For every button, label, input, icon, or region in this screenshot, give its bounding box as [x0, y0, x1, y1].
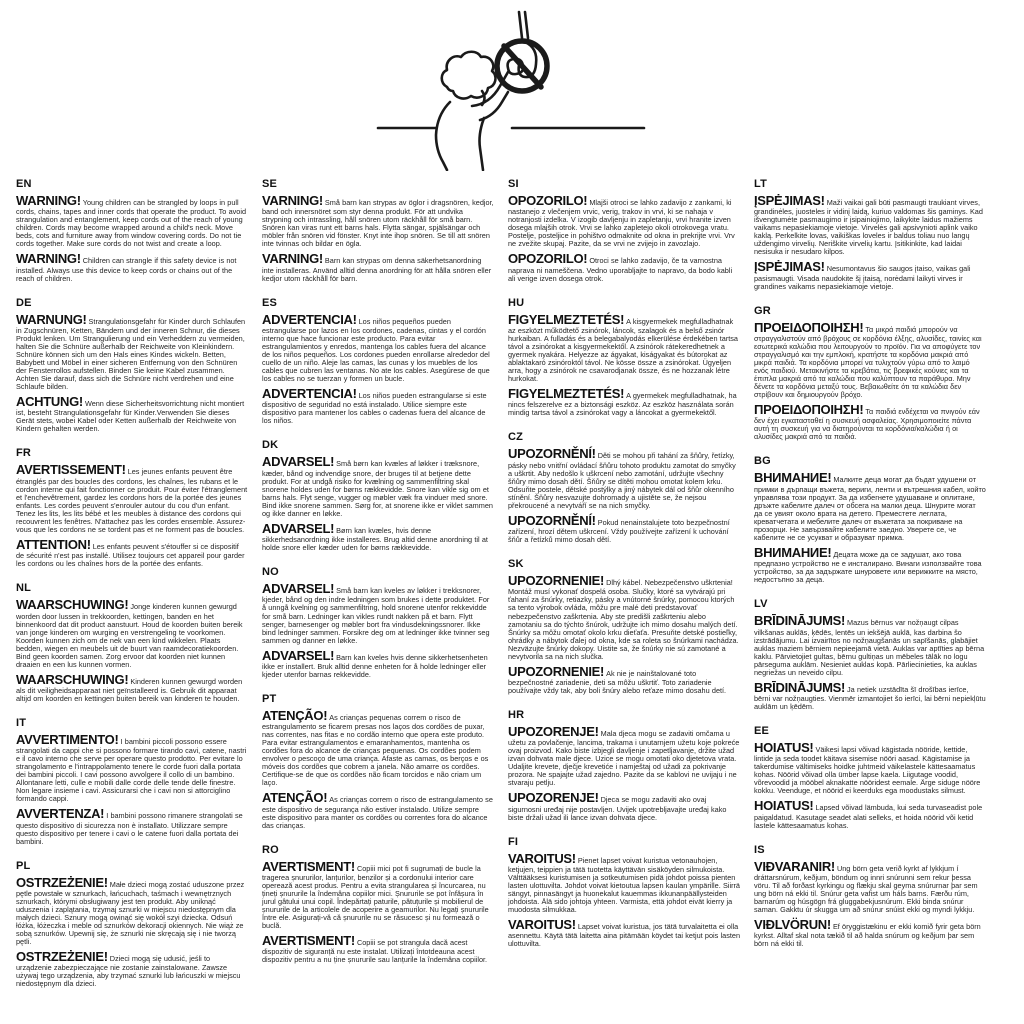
language-section — [262, 295, 494, 430]
language-section — [262, 842, 494, 969]
warning-heading: ĮSPĖJIMAS! — [754, 259, 825, 275]
warning-paragraph — [754, 741, 986, 795]
warning-body: Väikesi lapsi võivad kägistada nööride, kettide, lintide ja seda toodet käitava sisemise nööri aasad. Kägistamise ja takerdumise vältimiseks hoidke juhtmeid väikelastele kättesaamatus kohas. Nöörid võivad olla ümber lapse kaela. Liigutage voodid, võrevoodid ja mööbel aknakatte nööridest eemale. Ärge siduge nööre kokku. Veenduge, et nöörid ei keerduks ega moodustaks silmust. — [754, 744, 981, 796]
section-paragraphs — [16, 876, 248, 989]
warning-paragraph — [16, 950, 248, 988]
section-paragraphs — [262, 194, 494, 283]
language-section — [262, 437, 494, 556]
language-code: BG — [754, 455, 771, 468]
warning-body: Jonge kinderen kunnen gewurgd worden door lussen in trekkoorden, kettingen, banden en het binnenkoord dat dit product aanstuurt. Houd de koorden buiten bereik van jonge kinderen om wurging en verstrengeling te voorkomen. Koorden kunnen zich om de nek van een kind wikkelen. Plaats bedden, wiegen en meubels uit de buurt van raamdecoratiekoorden. Bind geen koorden samen. Zorg ervoor dat koorden niet kunnen draaien en een lus kunnen vormen. — [16, 602, 243, 669]
warning-body: A gyermekek megfulladhatnak, ha nincs felszerelve ez a biztonsági eszköz. Az eszköz használata során mindig tartsa távol a zsinórokat vagy a láncokat a gyermekektől. — [508, 391, 737, 418]
warning-heading: ΠΡΟΕΙΔΟΠΟΙΗΣΗ! — [754, 402, 864, 418]
warning-body: Малките деца могат да бъдат удушени от примки в дърпащи въжета, вериги, ленти и вътрешния кабел, който управлява този продукт. За да избегнете удушаване и оплитане, дръжте кабелите далеч от обсега на малки деца. Шнурите могат да се увият около врата на детето. Преместете леглата, креватчетата и мебелите далеч от въжетата за покриване на прозорци. Не завързвайте кабелите заедно. Уверете се, че кабелите не се усукват и образуват примка. — [754, 475, 986, 542]
warning-heading: BRĪDINĀJUMS! — [754, 613, 846, 629]
warning-body: Małe dzieci mogą zostać uduszone przez pętle powstałe w sznurkach, łańcuchach, taśmach i wewnętrznych sznurkach, którymi obsługiwany jest ten produkt. Aby uniknąć uduszenia i zaplątania, trzymaj sznurki w miejscu niedostępnym dla małych dzieci. Sznury mogą owinąć się wokół szyi dziecka. Odsuń łóżka, łóżeczka i meble od sznurków dekoracji okiennych. Nie wiąż ze sobą sznurków. Upewnij się, że sznurki nie skręcają się i nie tworzą pętli. — [16, 879, 245, 947]
language-column — [262, 176, 494, 1000]
language-code: NO — [262, 566, 279, 579]
warning-body: Ung börn geta verið kyrkt af lykkjum í dráttarsnúrum, keðjum, böndum og innri snúrunni sem rekur þessa vöru. Til að forðast kyrkingu og flækju skal geyma snúrurnar þar sem ung börn ná ekki til. Snúrur geta vafist um háls barns. Færðu rúm, barnarúm og húsgögn frá gluggabekjusnúrum. Ekki binda snúrur saman. Gakktu úr skugga um að snúrur snúist ekki og myndi lykkju. — [754, 863, 978, 915]
warning-paragraph — [508, 852, 740, 914]
warning-paragraph — [262, 194, 494, 248]
warning-heading: VAROITUS! — [508, 850, 576, 866]
language-section — [16, 858, 248, 993]
warning-heading: AVVERTIMENTO! — [16, 731, 119, 747]
warning-heading: ATENÇÃO! — [262, 790, 328, 806]
warning-paragraph — [754, 403, 986, 441]
warning-heading: UPOZORNĚNÍ! — [508, 446, 596, 462]
warning-body: As crianças pequenas correm o risco de estrangulamento se ficarem presas nos laços dos cordões de puxar, nas correntes, nas fitas e no cordão interno que opera este produto. Para evitar estrangulamentos e emaranhamentos, mantenha os cordões fora do alcance de crianças pequenas. Os cordões podem envolver o pescoço de uma criança. Afaste as camas, os berços e os móveis dos cordões que cobrem a janela. Não amarre os cordões. Certifique-se de que os cordões não ficam torcidos e não criam um laço. — [262, 712, 489, 788]
warning-paragraph — [16, 876, 248, 946]
language-code: GR — [754, 304, 771, 317]
warning-body: Los niños pequeños pueden estrangularse por lazos en los cordones, cadenas, cintas y el cordón interno que hace funcionar este producto. Para evitar estrangulamientos y enredos, mantenga los cables fuera del alcance de los niños pequeños. Los cordones pueden enrollarse alrededor del cuello de un niño. Aleje las camas, las cunas y los muebles de los cables que cubren las ventanas. No ate los cables. Asegúrese de que los cables no se tuerzan y formen un bucle. — [262, 316, 490, 384]
warning-body: Lapsed võivad lämbuda, kui seda turvaseadist pole paigaldatud. Kasutage seadet alati selleks, et hoida nöörid või ketid lastele kättesaamatus kohas. — [754, 803, 983, 830]
section-paragraphs — [262, 582, 494, 679]
section-paragraphs — [508, 447, 740, 544]
language-code: IT — [16, 716, 27, 729]
section-paragraphs — [754, 614, 986, 711]
warning-heading: WAARSCHUWING! — [16, 671, 129, 687]
warning-body: Mala djeca mogu se zadaviti omčama u užetu za povlačenje, lancima, trakama i unutarnjem užetu koje pokreće ovaj proizvod. Kako biste izbjegli davljenje i zapetljavanje, držite užad izvan dohvata male djece. Uzice se mogu omotati oko djetetova vrata. Udaljite krevete, dječje krevetiće i namještaj od užadi za pokrivanje prozora. Ne spajajte užad zajedno. Pazite da se kablovi ne uvijaju i ne stvaraju petlju. — [508, 728, 740, 788]
warning-paragraph — [754, 918, 986, 948]
warning-body: Små børn kan kvæles af løkker i træksnore, kæder, bånd og indvendige snore, der bruges til at betjene dette produkt. For at undgå risiko for kvælning og sammenfiltring skal snorene holdes uden for børns rækkevidde. Snore kan vikle sig om et barns hals. Flyt senge, vugger og møbler væk fra vinduer med snore. Bind ikke snorene sammen. Sørg for, at snorene ikke er viklet sammen og ikke danner en løkke. — [262, 459, 493, 518]
language-section — [16, 295, 248, 438]
warning-body: Τα παιδιά ενδέχεται να πνιγούν εάν δεν έχει εγκατασταθεί η συσκευή ασφαλείας. Χρησιμοποιείτε πάντα αυτή τη συσκευή για να διατηρούνται τα κορδόνια/καλώδια ή οι αλυσίδες μακριά από τα παιδιά. — [754, 407, 980, 442]
section-paragraphs — [754, 321, 986, 442]
warning-body: As crianças correm o risco de estrangulamento se este dispositivo de segurança não estiver instalado. Utilize sempre este dispositivo para manter os cordões ou correntes fora do alcance das crianças. — [262, 795, 493, 830]
language-code: HR — [508, 708, 525, 721]
warning-body: Τα μικρά παιδιά μπορούν να στραγγαλιστούν από βρόχους σε κορδόνια έλξης, αλυσίδες, ταινίες και εσωτερικά καλώδια που λειτουργούν το προϊόν. Για να αποφύγετε τον στραγγαλισμό και την εμπλοκή, κρατήστε τα κορδόνια μακριά από μικρά παιδιά. Τα κορδόνια μπορεί να τυλιχτούν γύρω από το λαιμό ενός παιδιού. Μετακινήστε τα κρεβάτια, τις βρεφικές κούνιες και τα έπιπλα μακριά από τα καλώδια που καλύπτουν τα παράθυρα. Μην δένετε τα κορδόνια μεταξύ τους. Βεβαιωθείτε ότι τα καλώδια δεν στρίβουν και δημιουργούν βρόχο. — [754, 324, 982, 400]
warning-body: Nesumontavus šio saugos įtaiso, vaikas gali pasismaugti. Visada naudokite šį įtaisą, norėdami laikyti virves ir grandines vaikams nepasiekiamoje vietoje. — [754, 264, 971, 291]
language-code: HU — [508, 296, 525, 309]
warning-heading: UPOZORNENIE! — [508, 573, 605, 589]
warning-paragraph — [262, 252, 494, 282]
warning-body: Mazus bērnus var nožņaugt cilpas vilkšanas auklās, ķēdēs, lentēs un iekšējā auklā, kas darbina šo izstrādājumu. Lai izvairītos no nožņaugšanās un sapīšanās, glabājiet auklas maziem bērniem nepieejamā vietā. Auklas var aptīties ap bērna kaklu. Pārvietojiet gultas, bērnu gultiņas un mēbeles tālāk no logu pārseguma auklām. Nesieniet auklas kopā. Pārliecinieties, ka auklas negriežas un neveido cilpu. — [754, 618, 985, 677]
warning-body: Dlhý kábel. Nebezpečenstvo uškrtenia! Montáž musí vykonať dospelá osoba. Slučky, ktoré sa vytvárajú pri ťahaní za šnúrky, retiazky, pásky a vnútorné šnúrky, pomocou ktorých sa tento výrobok ovláda, môžu pre malé deti predstavovať nebezpečenstvo zaškrtenia. Aby ste predišli zaškrteniu alebo zamotaniu sa do týchto šnúrok, udržujte ich mimo dosahu malých detí. Šnúrky sa môžu omotať okolo krku dieťaťa. Presuňte detské postieľky, ohrádky a nábytok ďalej od okna, kde sa roleta so šnúrkami nachádza. Nezväzujte šnúrky dokopy. Uistite sa, že šnúrky nie sú zamotané a nevytvorila sa na nich slučka. — [508, 578, 739, 661]
warning-paragraph — [508, 791, 740, 821]
section-paragraphs — [754, 860, 986, 949]
child-torso — [480, 118, 485, 170]
warning-paragraph — [262, 387, 494, 425]
language-code: PL — [16, 859, 31, 872]
warning-heading: ATENÇÃO! — [262, 707, 328, 723]
child-head — [442, 52, 496, 99]
warning-heading: VARNING! — [262, 193, 323, 208]
language-code: LV — [754, 598, 768, 611]
warning-heading: OSTRZEŻENIE! — [16, 949, 108, 965]
language-code: SE — [262, 178, 278, 190]
warning-body: Ja netiek uzstādīta šī drošības ierīce, bērni var nožņaugties. Vienmēr izmantojiet šo ierīci, lai bērni nepiekļūtu auklām un ķēdēm. — [754, 684, 986, 711]
warning-paragraph — [754, 471, 986, 541]
warning-body: Børn kan kvæles, hvis denne sikkerhedsanordning ikke installeres. Brug altid denne anordning til at holde snore eller kæder uden for børns rækkevidde. — [262, 525, 488, 553]
warning-paragraph — [754, 799, 986, 829]
warning-heading: HOIATUS! — [754, 798, 814, 814]
warning-paragraph — [508, 665, 740, 695]
language-section — [262, 691, 494, 834]
warning-paragraph — [262, 934, 494, 964]
warning-heading: VIÐLVÖRUN! — [754, 917, 831, 933]
warning-paragraph — [508, 387, 740, 417]
warning-heading: WAARSCHUWING! — [16, 597, 129, 613]
warning-heading: VARNING! — [262, 251, 323, 267]
warning-body: Copiii mici pot fi sugrumați de bucle la tragerea șnururilor, lanțurilor, benzilor și a cordonului interior care operează acest produs. Pentru a evita strangularea și încurcarea, nu țineți șnururile la îndemâna copiilor mici. Șnururile se pot înfășura în jurul gâtului unui copil. Îndepărtați paturile, pătuțurile și mobilierul de șnururile de la articolele de acoperire a geamurilor. Nu legați șnururile între ele. Asigurați-vă că șnururile nu se răsucesc și nu formează o buclă. — [262, 863, 489, 931]
warning-paragraph — [508, 447, 740, 509]
section-paragraphs — [508, 194, 740, 283]
language-column — [16, 176, 248, 1000]
language-code: FR — [16, 447, 32, 460]
warning-heading: ВНИМАНИЕ! — [754, 470, 832, 486]
warning-body: Mlajši otroci se lahko zadavijo z zankami, ki nastanejo z vlečenjem vrvic, verig, trakov in vrvi, ki se nahaja v notranjosti izdelka. V izogib davljenju in zapletanju, vrvi hranite izven dosega mlajših otrok. Vrvi se lahko zapletejo okoli otrokovega vratu. Postelje, posteljice in pohištvo odmaknite od okna in prekrijte vrvi. Vrv ne zvežite skupaj. Pazite, da se vrvi ne zvijejo in zavozlajo. — [508, 198, 735, 249]
warning-heading: WARNING! — [16, 251, 81, 267]
language-section — [754, 176, 986, 295]
language-section — [508, 834, 740, 953]
warning-heading: FIGYELMEZTETÉS! — [508, 386, 625, 402]
section-paragraphs — [16, 598, 248, 703]
section-paragraphs — [508, 725, 740, 822]
warning-body: A kisgyermekek megfulladhatnak az eszközt működtető zsinórok, láncok, szalagok és a belső zsinór hurkaiban. A fulladás és a belegabalyodás elkerülése érdekében tartsa távol a zsinórokat a kisgyermekektől. A zsinórok rátekeredhetnek a gyermek nyakára. Helyezze az ágyakat, kiságyakat és bútorokat az ablaktakaró zsinóroktól távol. Ne kösse össze a zsinórokat. Ügyeljen arra, hogy a zsinórok ne csavarodjanak össze, és ne hozzanak létre hurkokat. — [508, 316, 738, 384]
language-column — [754, 176, 986, 1000]
warning-heading: VIÐVARANIR! — [754, 858, 835, 874]
child-back — [436, 102, 450, 170]
warning-paragraph — [262, 860, 494, 930]
language-section — [16, 445, 248, 572]
language-section — [508, 707, 740, 826]
warning-heading: ADVARSEL! — [262, 520, 335, 536]
warning-body: Децата може да се задушат, ако това предпазно устройство не е инсталирано. Винаги използвайте това устройство, за да задържате шнуровете или верижките на място, недостъпно за деца. — [754, 549, 982, 585]
language-code: FI — [508, 835, 519, 848]
warning-paragraph — [754, 614, 986, 676]
language-section — [754, 453, 986, 588]
warning-heading: BRĪDINĀJUMS! — [754, 679, 846, 695]
language-code: CZ — [508, 431, 524, 444]
warning-paragraph — [16, 538, 248, 568]
warning-body: Los niños pueden estrangularse si este dispositivo de seguridad no está instalado. Utilice siempre este dispositivo para mantener los cables o cadenas fuera del alcance de los niños. — [262, 391, 487, 426]
warning-body: Children can strangle if this safety device is not installed. Always use this device to keep cords or chains out of the reach of children. — [16, 256, 237, 283]
warning-heading: ВНИМАНИЕ! — [754, 544, 832, 560]
warning-body: Små barn kan strypas av öglor i dragsnören, kedjor, band och innersnöret som styr denna produkt. För att undvika strypning och intrassling, håll snören utom räckhåll för små barn. Snören kan viras runt ett barns hals. Flytta sängar, spjälsängar och möbler från snören vid fönster. Knyt inte ihop snören. Se till att snören inte tvinnas och bildar en ögla. — [262, 198, 494, 249]
warning-paragraph — [262, 582, 494, 644]
warning-paragraph — [16, 252, 248, 282]
warning-body: Ef öryggistækinu er ekki komið fyrir geta börn kyrkst. Alltaf skal nota tækið til að halda snúrum og keðjum þar sem börn ná ekki til. — [754, 922, 981, 949]
warning-paragraph — [262, 649, 494, 679]
warning-body: Strangulationsgefahr für Kinder durch Schlaufen in Zugschnüren, Ketten, Bändern und der inneren Schnur, die dieses Produkt lenken. Um Strangulierung und ein Verheddern zu vermeiden, halten Sie die Schnüre außerhalb der Reichweite von Kleinkindern. Schnüre können sich um den Hals eines Kindes wickeln. Betten, Babybett und Möbel in einer sicheren Entfernung von den Schnüren der Fensterrollos aufstellen. Binden Sie keine Kabel zusammen. Achten Sie darauf, dass sich die Schnüre nicht verdrehen und eine Schlaufe bilden. — [16, 316, 246, 392]
warning-body: Djeca se mogu zadaviti ako ovaj sigurnosni uređaj nije postavljen. Uvijek upotrebljavajte uređaj kako biste držali užad ili lance izvan dohvata djece. — [508, 795, 727, 822]
warning-paragraph — [16, 395, 248, 433]
language-section — [508, 429, 740, 548]
warning-heading: WARNING! — [16, 193, 81, 208]
warning-paragraph — [754, 681, 986, 711]
warning-paragraph — [508, 574, 740, 660]
warning-body: Barn kan strypas om denna säkerhetsanordning inte installeras. Använd alltid denna anordning för att hålla snören eller kedjor utom räckhåll för barn. — [262, 256, 492, 283]
language-section — [754, 596, 986, 715]
language-code: EE — [754, 724, 770, 737]
language-code: RO — [262, 843, 279, 856]
language-code: PT — [262, 692, 277, 705]
warning-paragraph — [262, 709, 494, 787]
warning-heading: AVERTISMENT! — [262, 933, 355, 949]
warning-body: Ak nie je nainštalované toto bezpečnostné zariadenie, deti sa môžu uškrtiť. Toto zariadenie používajte vždy tak, aby boli šnúry alebo reťaze mimo dosahu detí. — [508, 668, 727, 695]
warning-body: I bambini piccoli possono essere strangolati da cappi che si possono formare tirando cavi, catene, nastri e il cavo interno che serve per operare questo prodotto. Per evitare lo strangolamento e l'intrappolamento tenere le corde fuori dalla portata dei bambini piccoli. I cavi possono avvolgere il collo di un bambino. Allontanare letti, culle e mobili dalle corde delle tende delle finestre. Non legare insieme i cavi. Assicurarsi che i cavi non si attorciglino formando cappi. — [16, 736, 247, 804]
section-paragraphs — [754, 741, 986, 830]
section-paragraphs — [262, 860, 494, 965]
warning-paragraph — [508, 725, 740, 787]
warning-heading: AVVERTENZA! — [16, 806, 105, 822]
section-paragraphs — [754, 194, 986, 291]
language-section — [754, 842, 986, 953]
warning-heading: ATTENTION! — [16, 536, 91, 552]
warning-heading: AVERTISMENT! — [262, 858, 355, 874]
warning-heading: OSTRZEŻENIE! — [16, 874, 108, 890]
warning-heading: ΠΡΟΕΙΔΟΠΟΙΗΣΗ! — [754, 319, 864, 335]
section-paragraphs — [508, 852, 740, 949]
warning-heading: VAROITUS! — [508, 917, 576, 933]
warning-body: Děti se mohou při tahání za šňůry, řetízky, pásky nebo vnitřní ovládací šňůru tohoto produktu zamotat do smyčky a uškrtit. Aby nedošlo k uškrcení nebo zamotání, udržujte všechny šňůry mimo dosah dětí. Šňůry se dítěti mohou omotat kolem krku. Odsuňte postele, dětské postýlky a jiný nábytek dál od šňůr okenního stínění. Šňůry nesvazujte dohromady a ujistěte se, že nejsou překroucené a nevytváří se na nich smyčky. — [508, 451, 736, 510]
section-paragraphs — [262, 313, 494, 426]
section-paragraphs — [262, 709, 494, 830]
warning-paragraph — [262, 791, 494, 829]
warning-paragraph — [508, 194, 740, 248]
language-section — [508, 295, 740, 422]
warning-paragraph — [754, 260, 986, 290]
section-paragraphs — [16, 194, 248, 283]
warning-body: Young children can be strangled by loops in pull cords, chains, tapes and inner cords that operate the product. To avoid strangulation and entanglement, keep cords out of the reach of young children. Cords may become wrapped around a child's neck. Move beds, cots and furniture away from window covering cords. Do not tie cords together. Make sure cords do not twist and create a loop. — [16, 198, 247, 249]
warning-paragraph — [754, 860, 986, 914]
language-code: EN — [16, 178, 32, 190]
warning-heading: UPOZORENJE! — [508, 723, 599, 739]
warning-paragraph — [262, 455, 494, 517]
section-paragraphs — [754, 471, 986, 584]
warning-body: I bambini possono rimanere strangolati se questo dispositivo di sicurezza non è installato. Utilizzare sempre questo dispositivo per tenere i cavi o le catene fuori dalla portata dei bambini. — [16, 811, 243, 846]
language-column — [508, 176, 740, 1000]
warning-heading: ADVARSEL! — [262, 647, 335, 663]
language-code: NL — [16, 582, 32, 595]
warning-body: Barn kan kveles hvis denne sikkerhetsenheten ikke er installert. Bruk alltid denne enheten for å holde ledninger eller kjeder utenfor barnas rekkevidde. — [262, 652, 488, 679]
section-paragraphs — [16, 463, 248, 568]
warning-paragraph — [16, 463, 248, 533]
language-section — [754, 723, 986, 834]
language-section — [262, 176, 494, 287]
warning-paragraph — [16, 194, 248, 248]
section-paragraphs — [16, 733, 248, 846]
warning-paragraph — [16, 733, 248, 803]
language-columns — [0, 172, 1024, 1000]
warning-paragraph — [754, 546, 986, 584]
language-code: LT — [754, 178, 768, 190]
warning-paragraph — [262, 522, 494, 552]
warning-heading: ADVERTENCIA! — [262, 311, 357, 327]
section-paragraphs — [508, 313, 740, 418]
warning-heading: UPOZORNĚNÍ! — [508, 512, 596, 528]
warning-paragraph — [262, 313, 494, 383]
warning-body: Pienet lapset voivat kuristua vetonauhojen, ketjujen, teippien ja tätä tuotetta käyttävän sisäköyden silmukoista. Välttääksesi kuristumisen ja sotkeutumisen pidä johdot poissa pienten lasten ulottuvilta. Johdot voivat kietoutua lapsen kaulan ympärille. Siirrä sängyt, pinnasängyt ja huonekalut kauemmas ikkunanpäällysteiden johdoista. Älä sido johtoja yhteen. Varmista, että johdot eivät kierry ja muodosta silmukkaa. — [508, 855, 740, 915]
warning-body: Wenn diese Sicherheitsvorrichtung nicht montiert ist, besteht Strangulationsgefahr für Kinder.Verwenden Sie dieses Gerät stets, wobei Kabel oder Ketten außerhalb der Reichweite von Kindern gehalten werden. — [16, 399, 245, 434]
warning-paragraph — [16, 673, 248, 703]
section-paragraphs — [508, 574, 740, 695]
warning-heading: AVERTISSEMENT! — [16, 462, 126, 478]
warning-body: Lapset voivat kuristua, jos tätä turvalaitetta ei olla asennettu. Käytä tätä laitetta aina pitämään köydet tai ketjut pois lasten ulottuvilta. — [508, 922, 740, 949]
language-code: SI — [508, 178, 519, 190]
warning-body: Dzieci mogą się udusić, jeśli to urządzenie zabezpieczające nie zostanie zainstalowane. Zawsze używaj tego urządzenia, aby trzymać sznurki lub łańcuszki w miejscu niedostępnym dla dzieci. — [16, 954, 241, 989]
warning-paragraph — [508, 918, 740, 948]
warning-heading: OPOZORILO! — [508, 251, 588, 267]
warning-heading: ACHTUNG! — [16, 394, 83, 410]
language-section — [508, 556, 740, 699]
warning-heading: OPOZORILO! — [508, 193, 588, 208]
section-paragraphs — [262, 455, 494, 552]
warning-heading: UPOZORNENIE! — [508, 663, 605, 679]
warning-body: Maži vaikai gali būti pasmaugti traukiant virves, grandinėles, juosteles ir vidinį laidą, kuriuo valdomas šis gaminys. Kad išvengtumėte pasmaugimo ir įsipainiojimo, laikykite laidus mažiems vaikams nepasiekiamoje vietoje. Virvelės gali apsivynioti aplink vaiko kaklą. Perkelkite lovas, vaikiškas loveles ir baldus toliau nuo langų uždengimo virvelių. Neriškite virvelių kartu. Įsitikinkite, kad laidai nesisuka ir nesudaro kilpos. — [754, 198, 983, 257]
warning-heading: WARNUNG! — [16, 311, 87, 327]
language-section — [262, 564, 494, 683]
warning-heading: FIGYELMEZTETÉS! — [508, 311, 625, 327]
warning-paragraph — [16, 807, 248, 845]
warning-heading: ĮSPĖJIMAS! — [754, 193, 825, 208]
language-code: DE — [16, 296, 32, 309]
warning-body: Copiii se pot strangula dacă acest dispozitiv de siguranță nu este instalat. Utilizați întotdeauna acest dispozitiv pentru a nu ține șnururile sau lanțurile la îndemâna copiilor. — [262, 938, 488, 965]
language-code: DK — [262, 439, 279, 452]
language-section — [16, 580, 248, 707]
cord-lines — [519, 12, 528, 38]
warning-paragraph — [754, 321, 986, 399]
warning-body: Otroci se lahko zadavijo, če ta varnostna naprava ni nameščena. Vedno uporabljajte to napravo, da bodo kabli ali verige izven dosega otrok. — [508, 256, 733, 283]
warning-heading: ADVERTENCIA! — [262, 386, 357, 402]
warning-heading: ADVARSEL! — [262, 581, 335, 597]
language-code: IS — [754, 843, 765, 856]
warning-body: Kinderen kunnen gewurgd worden als dit veiligheidsapparaat niet geïnstalleerd is. Gebruik dit apparaat altijd om koorden en kettingen buiten bereik van kinderen te houden. — [16, 676, 243, 703]
language-section — [754, 303, 986, 446]
warning-illustration — [0, 0, 1024, 172]
warning-body: Små barn kan kveles av løkker i trekksnorer, kjeder, bånd og den indre ledningen som brukes i dette produktet. For å unngå kvelning og sammenfiltring, hold snorene utenfor rekkevidde for små barn. Ledninger kan vikles rundt nakken på et barn. Flytt senger, barnesenger og møbler bort fra vindusdekningssnorer. Ikke bind ledninger sammen. Forsikre deg om at ledninger ikke tvinner seg sammen og danner en løkke. — [262, 586, 490, 645]
warning-body: Les jeunes enfants peuvent être étranglés par des boucles des cordons, les chaînes, les rubans et le cordon interne qui fait fonctionner ce produit. Pour éviter l'étranglement et l'enchevêtrement, gardez les cordons hors de la portée des jeunes enfants. Les cordes peuvent s'enrouler autour du cou d'un enfant. Tenez les lits, les lits bébé et les meubles à distance des cordons qui recouvrent les fenêtres. N'attachez pas les cordes ensemble. Assurez-vous que les cordons ne se tordent pas et ne forment pas de boucles. — [16, 467, 248, 534]
warning-heading: UPOZORENJE! — [508, 790, 599, 806]
language-section — [16, 715, 248, 850]
child-cord-prohibition-icon — [362, 6, 662, 171]
language-section — [508, 176, 740, 287]
warning-heading: ADVARSEL! — [262, 454, 335, 470]
warning-paragraph — [508, 252, 740, 282]
language-code: ES — [262, 296, 278, 309]
warning-paragraph — [508, 514, 740, 544]
warning-heading: HOIATUS! — [754, 739, 814, 755]
warning-paragraph — [16, 313, 248, 391]
language-section — [16, 176, 248, 287]
warning-paragraph — [16, 598, 248, 668]
warning-paragraph — [508, 313, 740, 383]
language-code: SK — [508, 558, 524, 571]
warning-paragraph — [754, 194, 986, 256]
warning-body: Les enfants peuvent s'étouffer si ce dispositif de sécurité n'est pas installé. Utilisez toujours cet appareil pour garder les cordons ou les chaînes hors de la portée des enfants. — [16, 541, 245, 569]
section-paragraphs — [16, 313, 248, 434]
warning-body: Pokud nenainstalujete toto bezpečnostní zařízení, hrozí dětem uškrcení. Vždy používejte zařízení k uchování šňůr a řetízků mimo dosah dětí. — [508, 517, 730, 545]
